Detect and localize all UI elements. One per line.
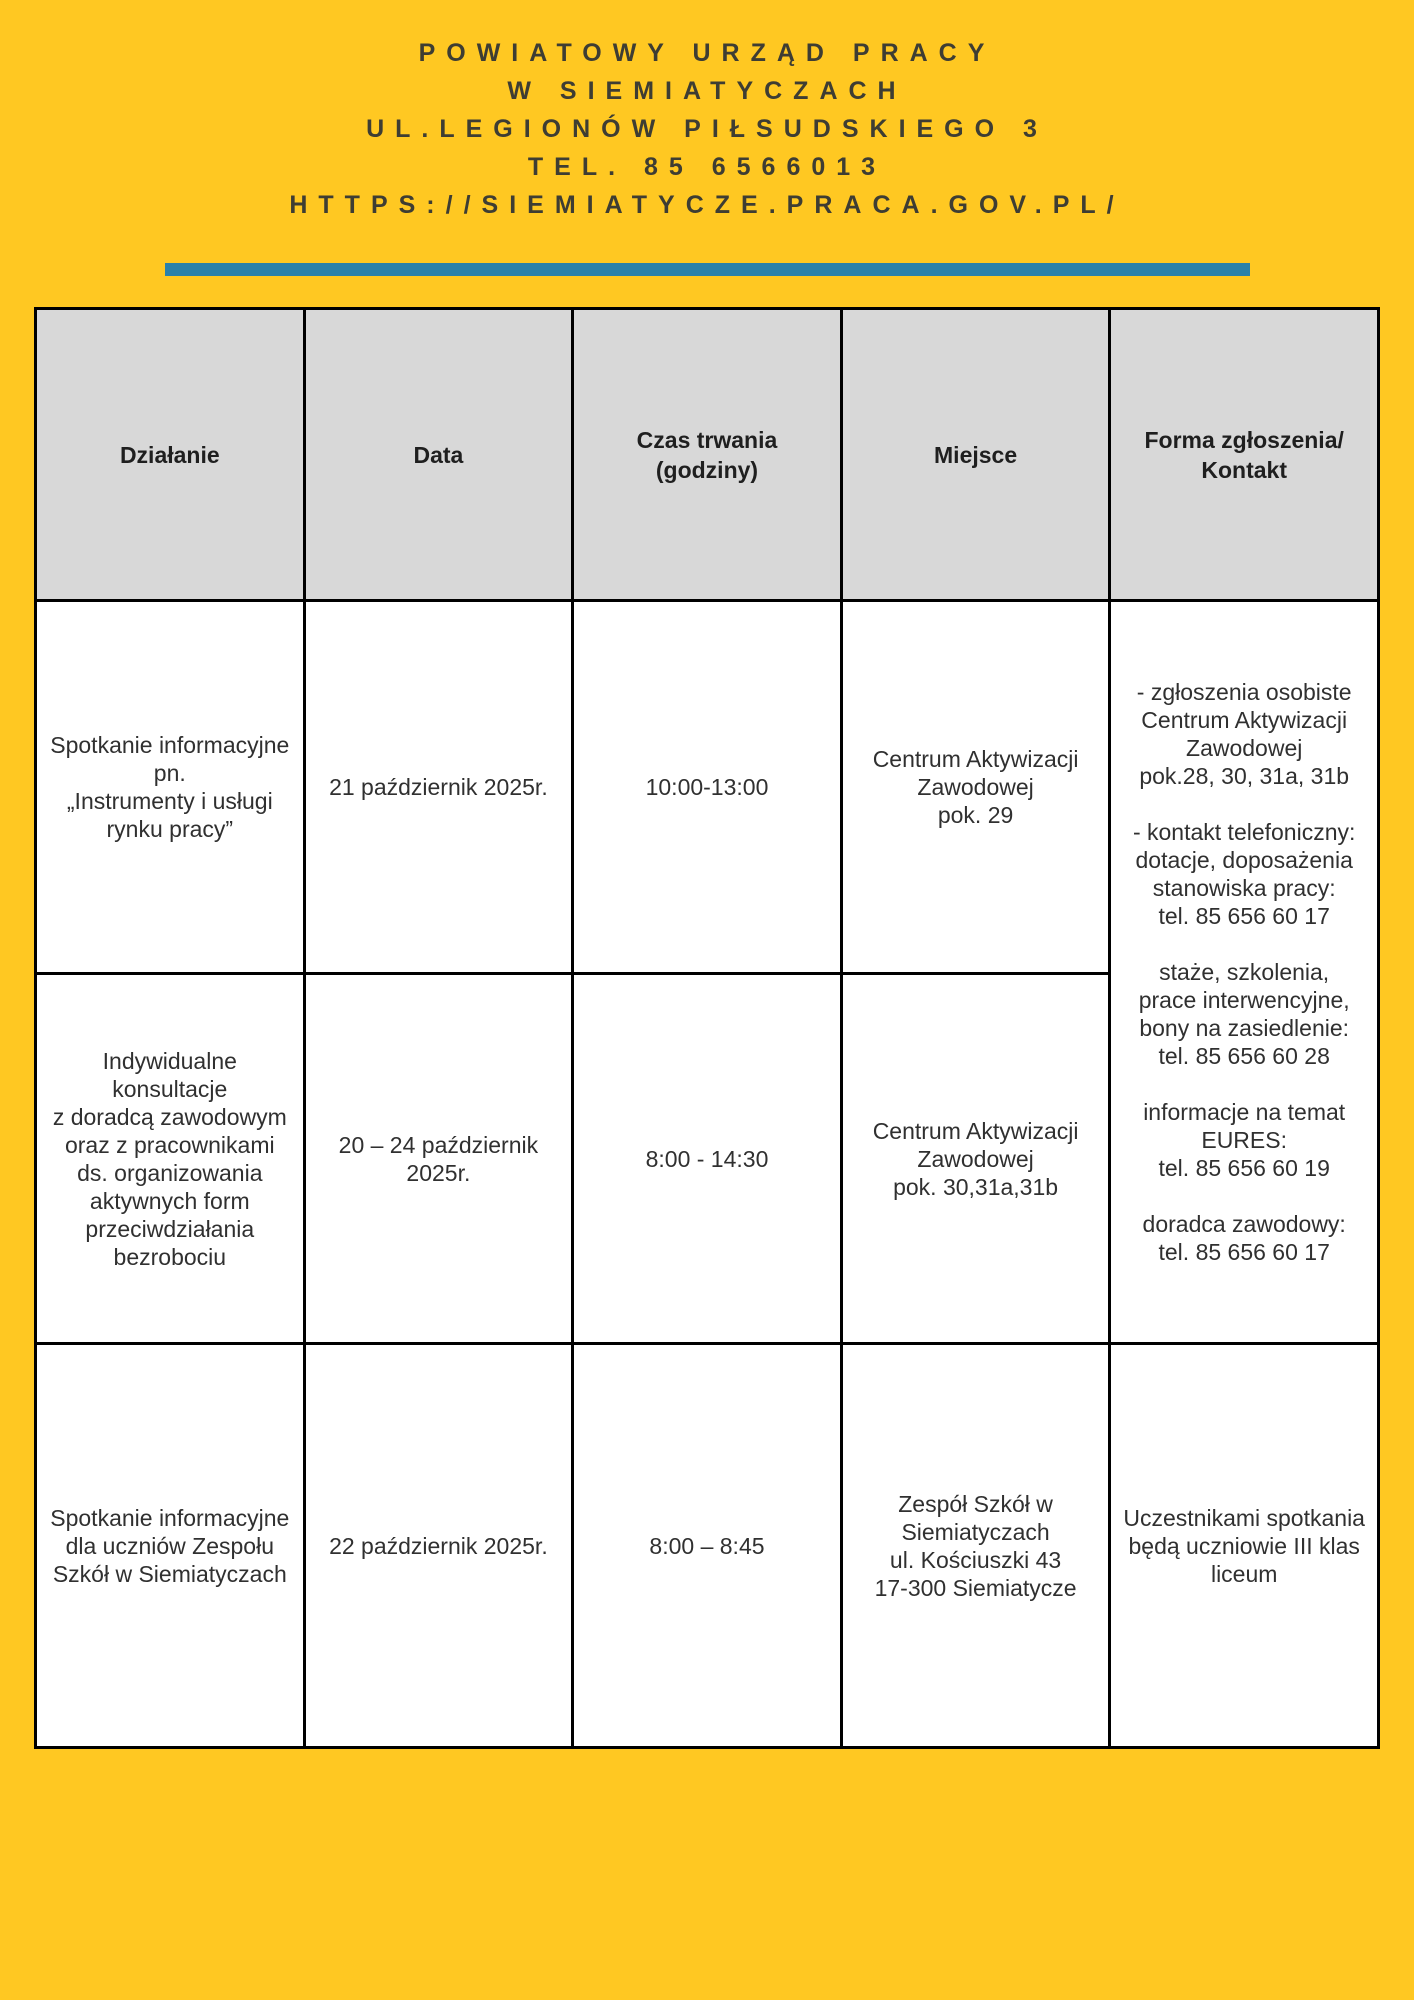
schedule-table <box>34 307 1380 1749</box>
cell-miejsce: Centrum Aktywizacji Zawodowej pok. 29 <box>841 601 1110 974</box>
cell-data: 22 październik 2025r. <box>304 1344 573 1748</box>
org-address-line: UL.LEGIONÓW PIŁSUDSKIEGO 3 <box>366 115 1048 143</box>
org-city-line: W SIEMIATYCZACH <box>507 77 907 105</box>
column-header-forma-zgloszenia: Forma zgłoszenia/ Kontakt <box>1110 309 1379 601</box>
cell-dzialanie: Indywidualne konsultacje z doradcą zawodowym oraz z pracownikami ds. organizowania aktywnych form przeciwdziałania bezrobociu <box>36 974 305 1344</box>
accent-divider-bar <box>165 263 1250 276</box>
table-row <box>36 1344 1379 1748</box>
table-row <box>36 601 1379 974</box>
column-header-miejsce: Miejsce <box>841 309 1110 601</box>
cell-miejsce: Zespół Szkół w Siemiatyczach ul. Kościuszki 43 17-300 Siemiatycze <box>841 1344 1110 1748</box>
org-name-line: POWIATOWY URZĄD PRACY <box>418 39 996 67</box>
cell-data: 20 – 24 październik 2025r. <box>304 974 573 1344</box>
cell-czas: 8:00 - 14:30 <box>573 974 842 1344</box>
cell-forma-kontakt: Uczestnikami spotkania będą uczniowie III klas liceum <box>1110 1344 1379 1748</box>
column-header-czas-trwania: Czas trwania (godziny) <box>573 309 842 601</box>
table-header-row <box>36 309 1379 601</box>
org-website-line: HTTPS://SIEMIATYCZE.PRACA.GOV.PL/ <box>289 191 1125 219</box>
cell-forma-kontakt-merged: - zgłoszenia osobiste Centrum Aktywizacji Zawodowej pok.28, 30, 31a, 31b - kontakt telefoniczny: dotacje, doposażenia stanowiska pracy: tel. 85 656 60 17 staże, szkolenia, prace interwencyjne, bony na zasiedlenie: tel. 85 656 60 28 informacje na temat EURES: tel. 85 656 60 19 doradca zawodowy: tel. 85 656 60 17 <box>1110 601 1379 1344</box>
cell-czas: 8:00 – 8:45 <box>573 1344 842 1748</box>
cell-dzialanie: Spotkanie informacyjne dla uczniów Zespołu Szkół w Siemiatyczach <box>36 1344 305 1748</box>
cell-czas: 10:00-13:00 <box>573 601 842 974</box>
cell-data: 21 październik 2025r. <box>304 601 573 974</box>
cell-dzialanie: Spotkanie informacyjne pn. „Instrumenty i usługi rynku pracy” <box>36 601 305 974</box>
org-phone-line: TEL. 85 6566013 <box>527 153 887 181</box>
org-header <box>0 0 1414 224</box>
column-header-data: Data <box>304 309 573 601</box>
column-header-dzialanie: Działanie <box>36 309 305 601</box>
cell-miejsce: Centrum Aktywizacji Zawodowej pok. 30,31a,31b <box>841 974 1110 1344</box>
